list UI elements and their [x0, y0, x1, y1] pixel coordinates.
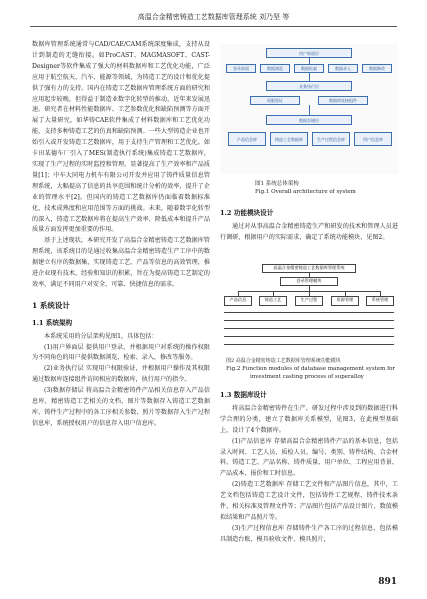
db-box: 产品信息库 [228, 132, 266, 146]
db-box: 铸造工艺数据库 [270, 132, 308, 146]
fig2-module: 资源管理 [331, 296, 359, 306]
paragraph: 将高温合金精密铸件在生产、研发过程中涉及到的数据进行科学合理的分类，建立了数据库关系模型，见图3，在此模型基础上，设计了4个数据库。 [220, 404, 398, 434]
left-column [32, 40, 210, 430]
figure-2 [220, 260, 398, 356]
business-layer-box: 业务执行层 [266, 81, 352, 91]
paragraph: (3)数据存储层 将高温合金精密铸件产品相关信息存入产品信息库，精密铸造工艺相关的文档、图片等数据存入铸造工艺数据库，铸件生产过程中的各工序相关参数、照片等数据存入生产过程信息库，系统授权用户的信息存入用户信息库。 [32, 387, 210, 427]
fig1-box: 数据修改 [362, 64, 392, 73]
db-box: 生产过程信息库 [312, 132, 350, 146]
subsection-heading: 1.2 功能模块设计 [220, 209, 274, 217]
paragraph: 数据库管理系统通常与CAD/CAE/CAM系统深度集成，支持从设计到制造的无缝衔接。如ProCAST、MAGMASOFT、CAST-Designer等软件集成了强大的材料数据库和工艺优化功能，广泛应用于航空航天、汽车、能源等领域，为铸造工艺的设计和优化提供了强有力的支持。国内在铸造工艺数据库管理系统方面的研究和应用起步较晚，但得益于制造业数字化转型的推动，近年来发展迅速。研究者在材料性能数据库、工艺参数优化和缺陷预测等方面开展了大量研究，如华铸CAE软件集成了材料数据库和工艺优化功能，支持多种铸造工艺的仿真和缺陷预测。一些大型铸造企业也开始引入或开发铸造工艺数据库，用于支持生产管理和工艺优化。如卡田某德车厂引入了MES(制造执行系统)集成铸造工艺数据库，实现了生产过程的实时监控和管理，显著提高了生产效率和产品质量[1]；中车大同电力机车有限公司开发并应用了铸件质量信息管理系统，大幅提高了信息的共享范围和统计分析的效率，提升了企业的管理水平[2]。但国内的铸造工艺数据库仍面临着数据标准化、技术成熟度和应用范围等方面的挑战。未来，随着数字化转型的深入，铸造工艺数据库将在提高生产效率、降低成本和提升产品质量方面发挥更加重要的作用。 [32, 41, 210, 234]
paragraph: 基于上述现状，本研究开发了高温合金精密铸造工艺数据库管理系统，该系统目的是通过收集高温合金精密铸造生产工序中的数据建立有序的数据集，实现铸造工艺、产品等信息的高效管理，推进企业现有技术、经验和知识的积累，旨在为提高铸造工艺制定的效率，满足不同用户对安全、可靠、快捷信息的需求。 [32, 237, 210, 288]
fig2-module: 系统管理 [366, 296, 394, 306]
conn-box: 数据库连接组件 [318, 96, 368, 105]
figure-1-caption-cn: 图1 系统总体架构 [255, 181, 299, 187]
paragraph: (1)产品信息库 存储高温合金精密铸件产品的基本信息，包括录入时间、工艺人员、质检人员、编号、类别、铸件结构、合金材料、铸造工艺、产品名称、铸件质量、用户单位、工程应用背景、产品成本、报价和工时信息。 [220, 437, 398, 478]
fig2-module: 生产过程 [295, 296, 323, 306]
auth-box: 权限验证 [250, 96, 300, 105]
db-box: 用户信息库 [354, 132, 392, 146]
right-column-top [220, 204, 398, 244]
fig2-root: 高温合金精密铸造工艺数据库管理系统 [262, 264, 356, 273]
figure-1-caption-en: Fig.1 Overall architecture of system [255, 189, 356, 195]
paragraph: 通过对从事高温合金精密铸造生产和研发的技术和管理人员进行调研，根据用户的实际需求，确定了系统功能模块，见图2。 [220, 222, 398, 241]
paragraph: (2)业务执行层 实现用户权限验证，并根据用户操作及其权限通过数据库连接组件访问相应的数据库，执行用户的指令。 [32, 365, 210, 384]
storage-layer-box: 数据存储层 [266, 115, 352, 125]
figure-2-caption-en-1: Fig.2 Function modules of database management system for [226, 366, 396, 372]
subsection-heading: 1.1 系统架构 [32, 318, 73, 327]
fig1-box: 登录界面 [226, 64, 256, 73]
fig2-login: 登录管理模块 [280, 277, 338, 286]
figure-2-caption-en-2: investment casting process of superalloy [250, 374, 364, 380]
fig1-box: 数据浏览 [260, 64, 290, 73]
paragraph: (3)生产过程信息库 存储铸件生产各工序的过程信息，包括模具制造台账、模具验收文件、模具照片， [220, 524, 398, 543]
subsection-heading: 1.3 数据库设计 [220, 391, 267, 399]
fig1-box: 数据检索 [294, 64, 324, 73]
right-column-bottom [220, 386, 398, 546]
paragraph: (1)用户界面层 提供用户登录，并根据用户对系统的操作权限为不同角色的用户提供数据浏览，检索、录入，修改等服务。 [32, 343, 210, 362]
section-heading: 1 系统设计 [32, 300, 70, 310]
fig1-box: 数据录入 [328, 64, 358, 73]
figure-2-caption-cn: 图2 高温合金精密铸造工艺数据库管理系统功能模块 [226, 358, 341, 364]
paragraph: 本系统采用的分层架构见图1，具体包括： [44, 332, 158, 340]
page-number: 891 [378, 577, 397, 587]
ui-layer-box: 用户界面层 [266, 48, 352, 58]
running-header: 高温合金精密铸造工艺数据库管理系统 刘乃坚 等 [30, 10, 397, 27]
paragraph: (2)铸造工艺数据库 存储工艺文件和产品图片信息，其中，工艺文档包括铸造工艺设计文件，包括铸件工艺规程、铸件技术条件、相关标准及管理文件等；产品图片包括产品设计图片、数值模拟结果和产品照片等。 [220, 481, 398, 521]
fig2-module: 产品信息 [224, 296, 252, 306]
fig2-module: 铸造工艺 [259, 296, 287, 306]
figure-1 [220, 44, 398, 174]
